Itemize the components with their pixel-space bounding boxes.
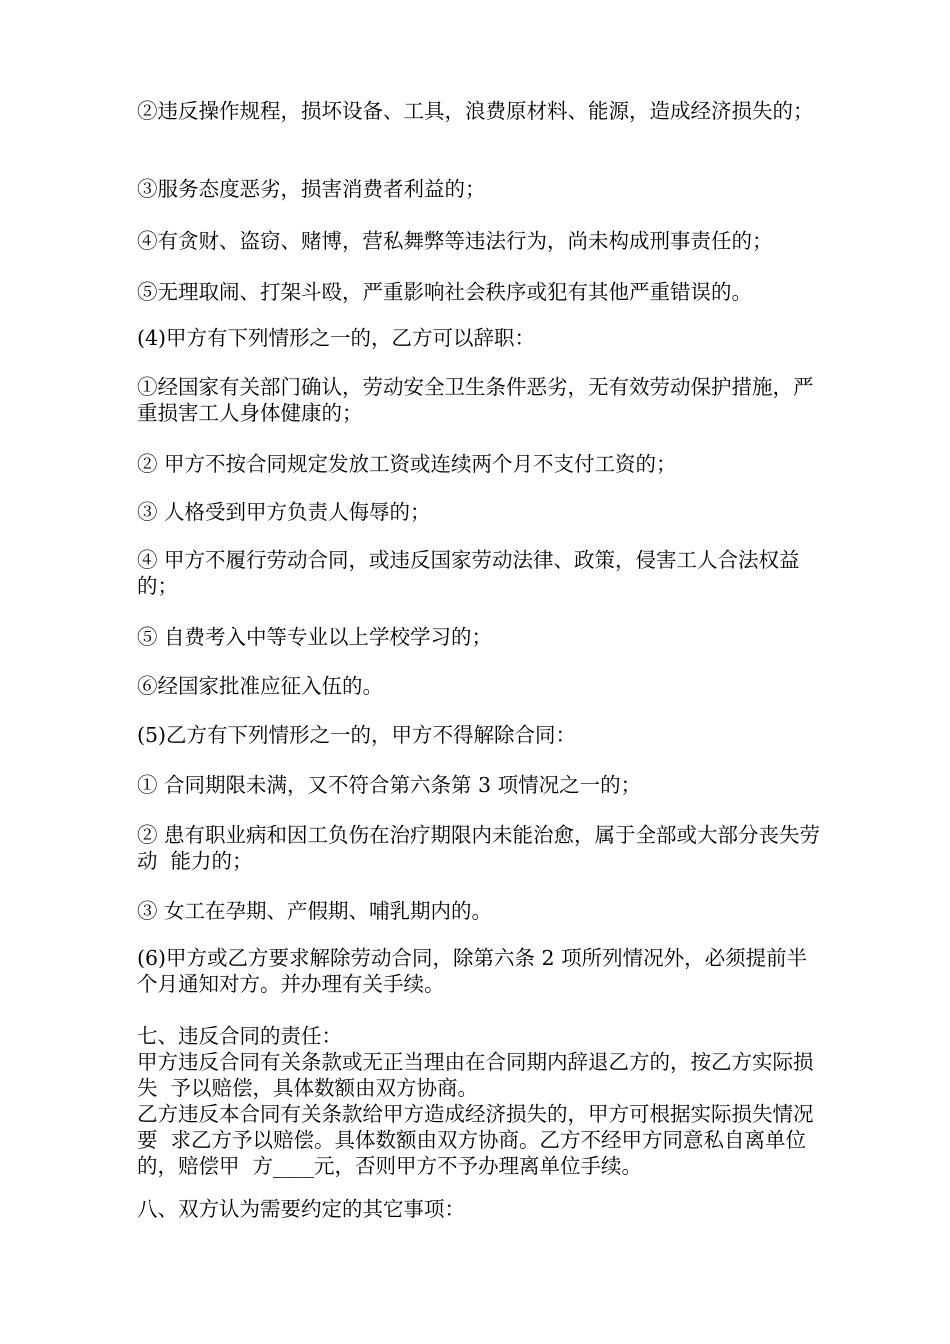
clause-item-3-poor-service: ③服务态度恶劣，损害消费者利益的； (137, 177, 486, 201)
no-dismiss-item-2: ② 患有职业病和因工负伤在治疗期限内未能治愈，属于全部或大部分丧失劳动 能力的； (137, 823, 821, 873)
resign-item-5: ⑤ 自费考入中等专业以上学校学习的； (137, 625, 493, 649)
no-dismiss-item-1: ① 合同期限未满，又不符合第六条第 3 项情况之一的； (137, 773, 642, 797)
section-4-heading: (4)甲方有下列情形之一的，乙方可以辞职： (137, 326, 536, 350)
section-8-heading: 八、双方认为需要约定的其它事项： (137, 1197, 465, 1221)
resign-item-4: ④ 甲方不履行劳动合同，或违反国家劳动法律、政策，侵害工人合法权益的； (137, 548, 800, 598)
no-dismiss-item-3: ③ 女工在孕期、产假期、哺乳期内的。 (137, 899, 493, 923)
resign-item-2: ② 甲方不按合同规定发放工资或连续两个月不支付工资的； (137, 452, 677, 476)
section-7-liability: 七、违反合同的责任： 甲方违反合同有关条款或无正当理由在合同期内辞退乙方的，按乙方实际损失 予以赔偿，具体数额由双方协商。 乙方违反本合同有关条款给甲方造成经济损失的，甲方可根据实际损失情况要 求乙方予以赔偿。具体数额由双方协商。乙方不经甲方同意私自离单位的，赔偿甲 方____元，否则甲方不予办理离单位手续。 (137, 1024, 814, 1178)
clause-item-2-violate-rules: ②违反操作规程，损坏设备、工具，浪费原材料、能源，造成经济损失的； (137, 99, 814, 123)
resign-item-1: ①经国家有关部门确认，劳动安全卫生条件恶劣，无有效劳动保护措施，严重损害工人身体健康的； (137, 375, 814, 425)
clause-item-4-illegal-acts: ④有贪财、盗窃、赌博，营私舞弊等违法行为，尚未构成刑事责任的； (137, 229, 773, 253)
section-6-paragraph: (6)甲方或乙方要求解除劳动合同，除第六条 2 项所列情况外，必须提前半 个月通知对方。并办理有关手续。 (137, 946, 821, 996)
section-5-heading: (5)乙方有下列情形之一的，甲方不得解除合同： (137, 723, 577, 747)
resign-item-3: ③ 人格受到甲方负责人侮辱的； (137, 500, 431, 524)
resign-item-6: ⑥经国家批准应征入伍的。 (137, 674, 383, 698)
clause-item-5-disorder: ⑤无理取闹、打架斗殴，严重影响社会秩序或犯有其他严重错误的。 (137, 280, 752, 304)
